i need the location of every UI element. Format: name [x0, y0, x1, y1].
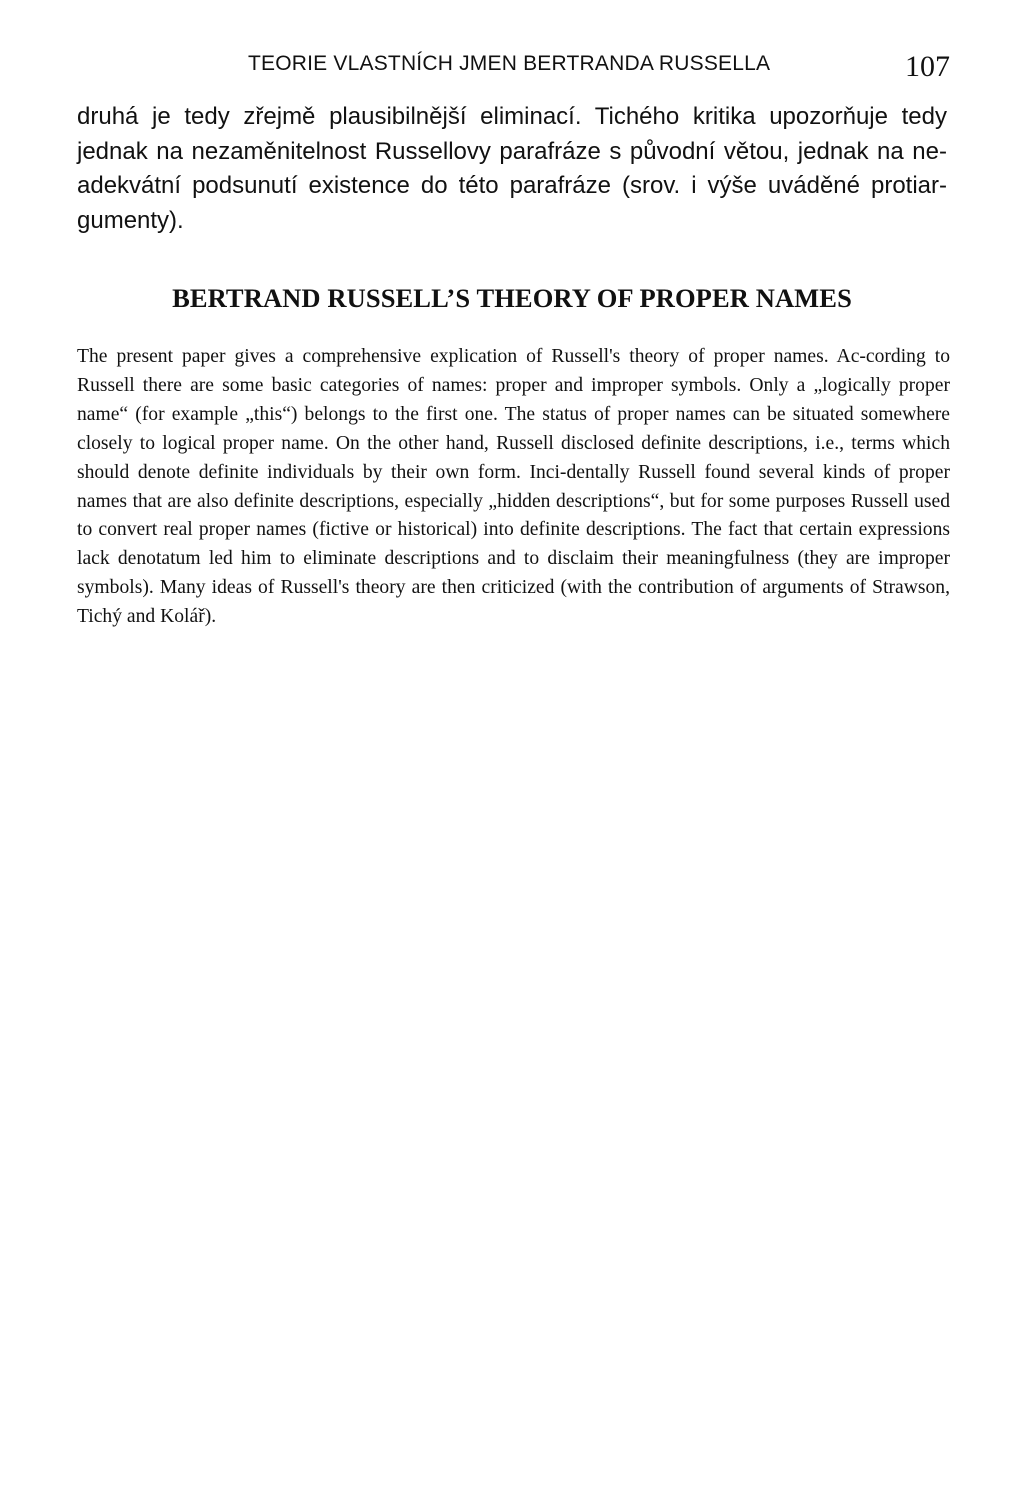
running-head-title: TEORIE VLASTNÍCH JMEN BERTRANDA RUSSELLA — [248, 52, 771, 75]
czech-paragraph: druhá je tedy zřejmě plausibilnější eliminací. Tichého kritika upozorňuje tedy jednak na nezaměnitelnost Russellovy parafráze s původní větou, jednak na ne-adekvátní podsunutí existence do této parafráze (srov. i výše uváděné protiar-gumenty). — [77, 103, 947, 234]
summary-paragraph: The present paper gives a comprehensive explication of Russell's theory of proper names. Ac-cording to Russell there are some basic categories of names: proper and improper symbols. Only a „logically proper name“ (for example „this“) belongs to the first one. The status of proper names can be situated somewhere closely to logical proper name. On the other hand, Russell disclosed definite descriptions, i.e., terms which should denote definite individuals by their own form. Inci-dentally Russell found several kinds of proper names that are also definite descriptions, especially „hidden descriptions“, but for some purposes Russell used to convert real proper names (fictive or historical) into definite descriptions. The fact that certain expressions lack denotatum led him to eliminate descriptions and to disclaim their meaningfulness (they are improper symbols). Many ideas of Russell's theory are then criticized (with the contribution of arguments of Strawson, Tichý and Kolář). — [77, 346, 950, 628]
summary-title: BERTRAND RUSSELL’S THEORY OF PROPER NAMES — [172, 283, 852, 313]
page-number: 107 — [905, 50, 950, 83]
